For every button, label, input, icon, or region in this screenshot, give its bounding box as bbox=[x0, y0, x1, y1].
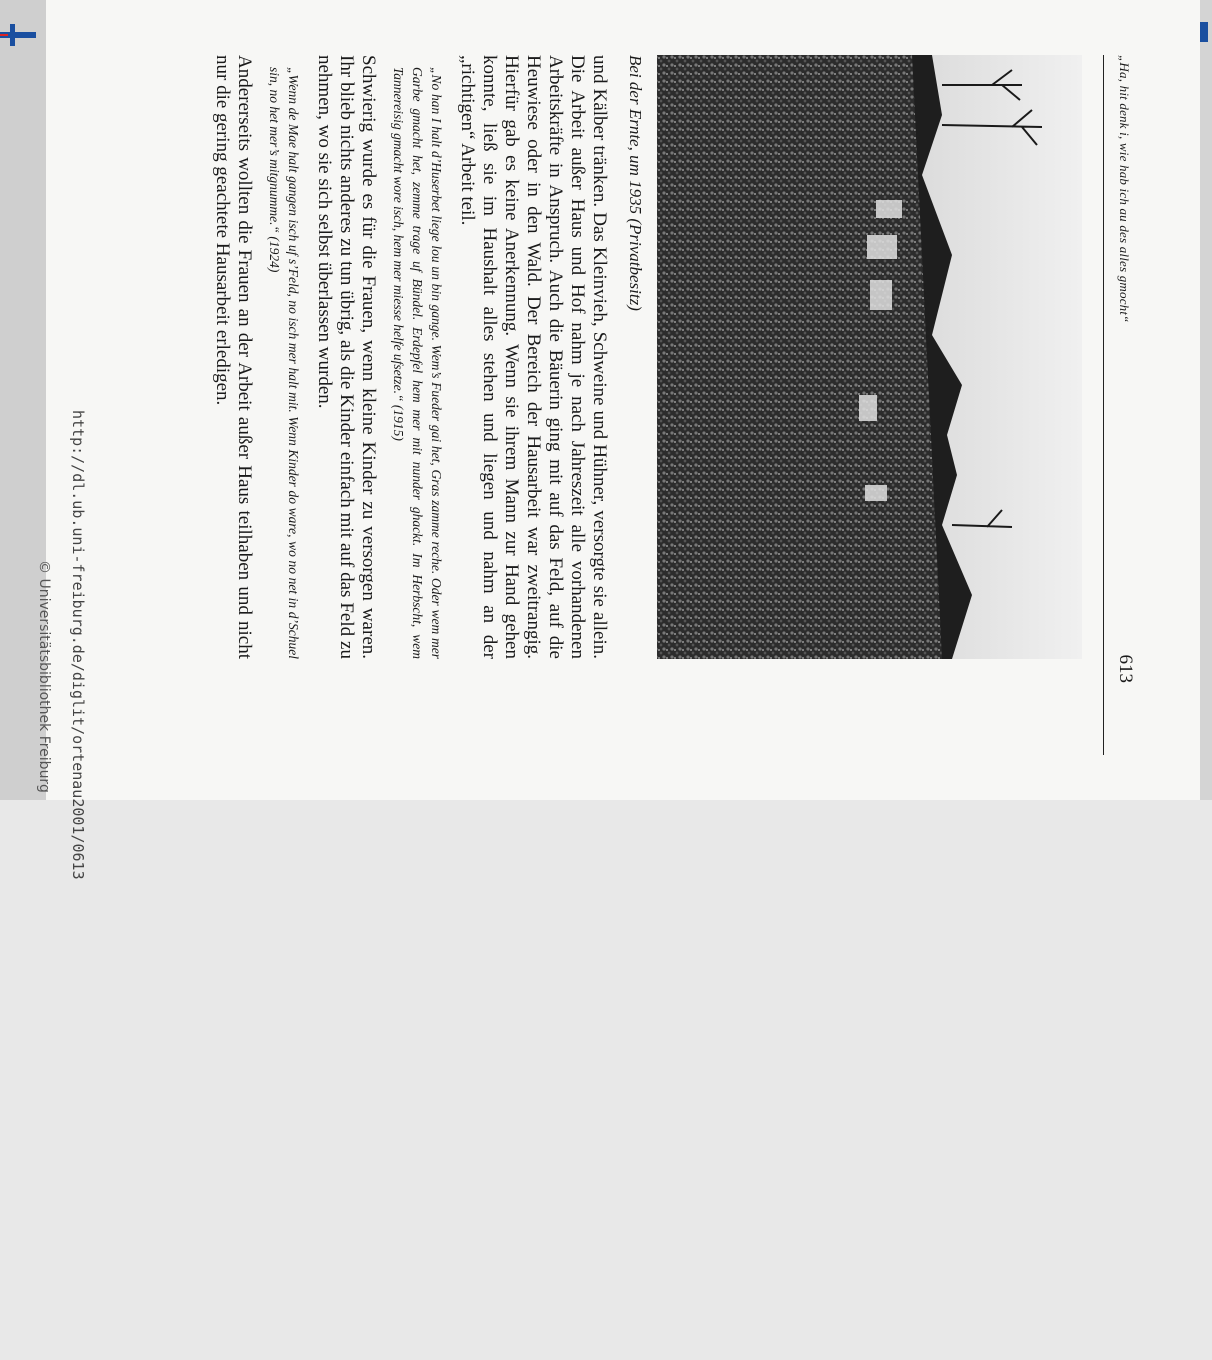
photo-caption: Bei der Ernte, um 1935 (Privatbesitz) bbox=[626, 55, 645, 311]
dialect-quote: „Wenn de Mae halt gangen isch uf s’Feld, no isch mer halt mit. Wenn Kinder do ware, wo no net in d’Schuel sin, no het mer’s mitgnumme.“ (1924) bbox=[267, 67, 301, 659]
paragraph: Andererseits wollten die Frauen an der Arbeit außer Haus teilhaben und nicht nur die gering geachtete Hausarbeit erledigen. bbox=[212, 55, 255, 659]
rotated-page-content bbox=[100, 55, 1140, 755]
dialect-quote: „No han I halt d’Huserbet liege lou un bin gange. Wem’s Fueder gai het, Gras zamme reche. Oder wem mer Garbe gmacht het, zemme trage uf Bündel. Erdepfel hem mer mit nunder ghackt. Im Herbscht, wem Tannereisig gmacht wore isch, hem mer miesse helfe ufsetze.“ (1915) bbox=[391, 67, 444, 659]
article-body bbox=[211, 55, 610, 659]
copyright-notice: © Universitätsbibliothek Freiburg bbox=[36, 560, 52, 793]
library-logo-icon bbox=[0, 22, 36, 48]
harvest-photograph bbox=[657, 55, 1082, 659]
running-head: „Ha, hit denk i, wie hab ich au des alles gmocht“ bbox=[1117, 55, 1132, 323]
photo-image bbox=[657, 55, 1082, 659]
paragraph: Schwierig wurde es für die Frauen, wenn kleine Kinder zu versorgen waren. Ihr blieb nichts anderes zu tun übrig, als die Kinder einfach mit auf das Feld zu nehmen, wo sie sich selbst überlassen wurden. bbox=[314, 55, 379, 659]
page-number: 613 bbox=[1115, 654, 1136, 683]
library-logo-icon bbox=[1200, 22, 1208, 42]
viewer-right-margin bbox=[1200, 0, 1212, 800]
paragraph: und Kälber tränken. Das Kleinvieh, Schweine und Hühner, versorgte sie allein. Die Arbeit außer Haus und Hof nahm je nach Jahreszeit alle vorhandenen Arbeitskräfte in Anspruch. Auch die Bäuerin ging mit auf das Feld, auf die Heuwiese oder in den Wald. Der Bereich der Hausarbeit war zweitrangig. Hierfür gab es keine Anerkennung. Wenn sie ihrem Mann zur Hand gehen konnte, ließ sie im Haushalt alles stehen und liegen und nahm an der „richtigen“ Arbeit teil. bbox=[457, 55, 610, 659]
source-url[interactable]: http://dl.ub.uni-freiburg.de/diglit/ortenau2001/0613 bbox=[69, 410, 87, 880]
page-header bbox=[1103, 55, 1140, 755]
